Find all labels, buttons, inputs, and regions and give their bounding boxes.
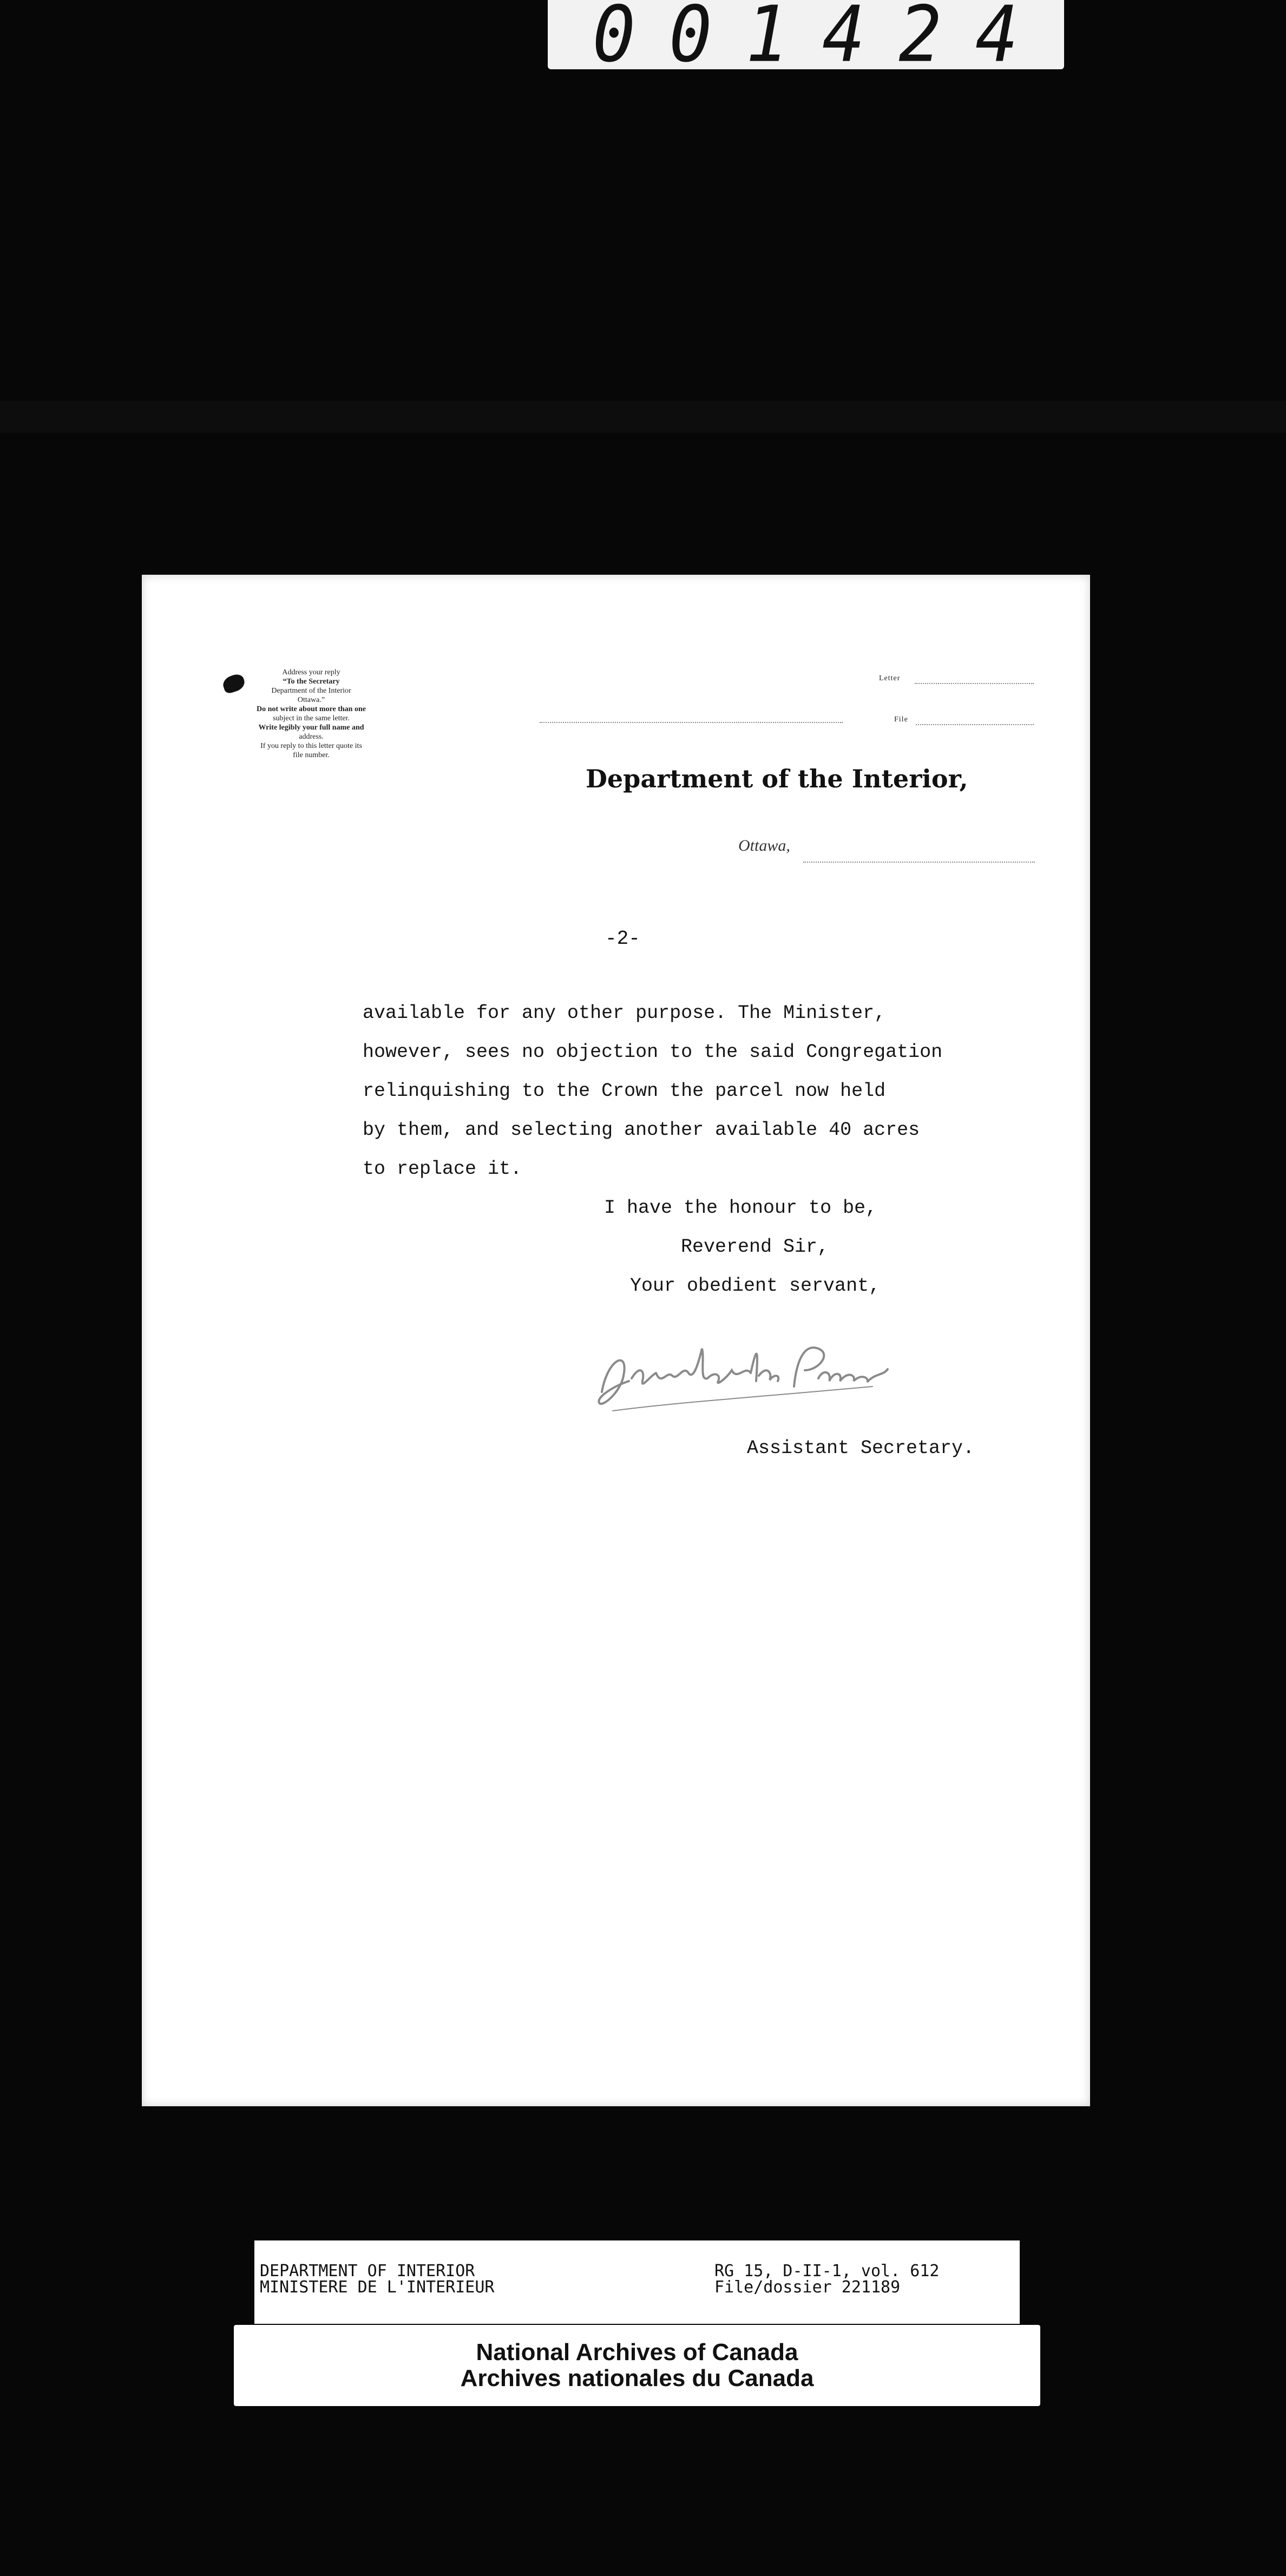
closing-line: I have the honour to be, bbox=[604, 1197, 877, 1219]
film-band bbox=[0, 400, 1286, 433]
address-line: Address your reply bbox=[282, 668, 340, 676]
address-line: “To the Secretary bbox=[283, 678, 340, 686]
date-line bbox=[803, 862, 1035, 863]
archives-name-fr: Archives nationales du Canada bbox=[460, 2365, 814, 2391]
frame-number: 001424 bbox=[592, 0, 1052, 80]
body-line: by them, and selecting another available 40 acres bbox=[363, 1119, 920, 1141]
department-fr: MINISTERE DE L'INTERIEUR bbox=[260, 2278, 495, 2297]
file-number: File/dossier 221189 bbox=[714, 2278, 901, 2297]
address-line: Write legibly your full name and bbox=[258, 724, 364, 732]
body-line: available for any other purpose. The Minister, bbox=[363, 1002, 886, 1024]
file-ref-label: File bbox=[894, 715, 908, 724]
letter-ref-line bbox=[915, 683, 1034, 684]
address-line: address. bbox=[299, 733, 324, 741]
closing-line: Reverend Sir, bbox=[681, 1236, 829, 1258]
closing-line: Your obedient servant, bbox=[630, 1275, 881, 1297]
file-ref-line bbox=[916, 724, 1034, 725]
address-line: Ottawa.” bbox=[297, 696, 325, 704]
address-instructions bbox=[222, 668, 401, 760]
place-name: Ottawa, bbox=[738, 837, 790, 855]
page-number: -2- bbox=[605, 928, 640, 950]
address-line: Do not write about more than one bbox=[257, 705, 366, 713]
letterhead: Department of the Interior, bbox=[586, 764, 968, 793]
archives-name-box bbox=[234, 2325, 1040, 2406]
address-line: file number. bbox=[293, 751, 330, 759]
signatory-title: Assistant Secretary. bbox=[747, 1437, 975, 1459]
letter-page bbox=[142, 575, 1090, 2106]
archives-name-en: National Archives of Canada bbox=[476, 2339, 798, 2365]
letter-ref-label: Letter bbox=[879, 674, 901, 682]
address-line: If you reply to this letter quote its bbox=[260, 742, 362, 750]
body-line: to replace it. bbox=[363, 1158, 522, 1180]
body-line: however, sees no objection to the said Congregation bbox=[363, 1041, 943, 1063]
body-line: relinquishing to the Crown the parcel now held bbox=[363, 1080, 886, 1102]
blank-line bbox=[540, 722, 843, 723]
address-line: subject in the same letter. bbox=[273, 714, 350, 722]
record-group: RG 15, D-II-1, vol. 612 bbox=[714, 2262, 940, 2281]
archive-label bbox=[254, 2240, 1020, 2324]
department-en: DEPARTMENT OF INTERIOR bbox=[260, 2262, 475, 2281]
frame-counter bbox=[548, 0, 1064, 80]
address-line: Department of the Interior bbox=[271, 687, 351, 695]
handwritten-signature bbox=[591, 1327, 894, 1419]
